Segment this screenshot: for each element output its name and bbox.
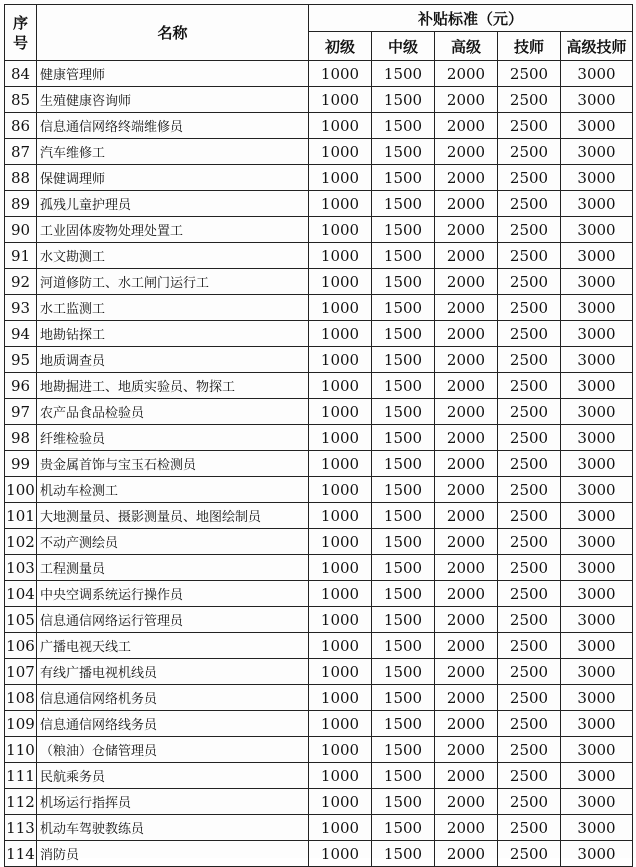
subsidy-amount: 2500 — [498, 451, 561, 477]
row-number: 105 — [5, 607, 37, 633]
subsidy-amount: 1000 — [309, 503, 372, 529]
subsidy-amount: 1500 — [372, 321, 435, 347]
table-row — [5, 633, 633, 659]
subsidy-amount: 2000 — [435, 477, 498, 503]
subsidy-amount: 3000 — [561, 529, 633, 555]
occupation-name: 不动产测绘员 — [37, 529, 309, 555]
table-row — [5, 763, 633, 789]
subsidy-amount: 2500 — [498, 659, 561, 685]
row-number: 111 — [5, 763, 37, 789]
row-number: 99 — [5, 451, 37, 477]
subsidy-amount: 2500 — [498, 841, 561, 867]
table-body — [5, 61, 633, 867]
subsidy-amount: 1000 — [309, 139, 372, 165]
subsidy-amount: 1500 — [372, 581, 435, 607]
subsidy-amount: 2500 — [498, 165, 561, 191]
level-header-senior-technician: 高级技师 — [561, 32, 633, 61]
table-row — [5, 581, 633, 607]
occupation-name: 有线广播电视机线员 — [37, 659, 309, 685]
subsidy-amount: 1500 — [372, 633, 435, 659]
row-number: 104 — [5, 581, 37, 607]
subsidy-amount: 2500 — [498, 217, 561, 243]
subsidy-amount: 2500 — [498, 61, 561, 87]
subsidy-amount: 2500 — [498, 633, 561, 659]
subsidy-amount: 2500 — [498, 347, 561, 373]
subsidy-amount: 1000 — [309, 165, 372, 191]
subsidy-amount: 1000 — [309, 347, 372, 373]
subsidy-amount: 1500 — [372, 243, 435, 269]
subsidy-amount: 3000 — [561, 581, 633, 607]
occupation-name: 河道修防工、水工闸门运行工 — [37, 269, 309, 295]
occupation-name: 保健调理师 — [37, 165, 309, 191]
occupation-name: 民航乘务员 — [37, 763, 309, 789]
table-row — [5, 477, 633, 503]
occupation-name: 地勘钻探工 — [37, 321, 309, 347]
occupation-name: 工业固体废物处理处置工 — [37, 217, 309, 243]
row-number: 88 — [5, 165, 37, 191]
subsidy-amount: 2000 — [435, 789, 498, 815]
subsidy-amount: 3000 — [561, 321, 633, 347]
table-row — [5, 191, 633, 217]
subsidy-amount: 2000 — [435, 321, 498, 347]
subsidy-amount: 1000 — [309, 789, 372, 815]
subsidy-amount: 2000 — [435, 737, 498, 763]
subsidy-table — [4, 4, 633, 867]
subsidy-amount: 2000 — [435, 659, 498, 685]
subsidy-amount: 2500 — [498, 425, 561, 451]
table-row — [5, 61, 633, 87]
subsidy-amount: 1500 — [372, 165, 435, 191]
table-row — [5, 373, 633, 399]
name-header: 名称 — [37, 5, 309, 61]
row-number: 89 — [5, 191, 37, 217]
occupation-name: 汽车维修工 — [37, 139, 309, 165]
subsidy-amount: 1500 — [372, 607, 435, 633]
table-header — [5, 5, 633, 61]
subsidy-amount: 3000 — [561, 243, 633, 269]
subsidy-amount: 3000 — [561, 633, 633, 659]
occupation-name: 水文勘测工 — [37, 243, 309, 269]
table-row — [5, 711, 633, 737]
subsidy-amount: 2500 — [498, 503, 561, 529]
subsidy-amount: 1500 — [372, 139, 435, 165]
subsidy-amount: 1000 — [309, 425, 372, 451]
row-number: 102 — [5, 529, 37, 555]
row-number: 103 — [5, 555, 37, 581]
subsidy-amount: 2500 — [498, 87, 561, 113]
table-row — [5, 269, 633, 295]
occupation-name: 信息通信网络线务员 — [37, 711, 309, 737]
subsidy-amount: 1500 — [372, 763, 435, 789]
subsidy-amount: 1000 — [309, 815, 372, 841]
subsidy-amount: 2500 — [498, 685, 561, 711]
row-number: 93 — [5, 295, 37, 321]
table-row — [5, 165, 633, 191]
row-number: 94 — [5, 321, 37, 347]
occupation-name: 工程测量员 — [37, 555, 309, 581]
subsidy-amount: 2000 — [435, 763, 498, 789]
table-row — [5, 295, 633, 321]
subsidy-amount: 2000 — [435, 191, 498, 217]
subsidy-amount: 1500 — [372, 347, 435, 373]
subsidy-amount: 1500 — [372, 685, 435, 711]
table-row — [5, 347, 633, 373]
subsidy-amount: 2500 — [498, 243, 561, 269]
level-header-senior: 高级 — [435, 32, 498, 61]
subsidy-amount: 3000 — [561, 763, 633, 789]
subsidy-amount: 2500 — [498, 269, 561, 295]
occupation-name: （粮油）仓储管理员 — [37, 737, 309, 763]
row-number: 114 — [5, 841, 37, 867]
subsidy-amount: 1000 — [309, 529, 372, 555]
subsidy-amount: 2500 — [498, 139, 561, 165]
occupation-name: 水工监测工 — [37, 295, 309, 321]
table-row — [5, 139, 633, 165]
subsidy-amount: 1000 — [309, 61, 372, 87]
subsidy-amount: 1500 — [372, 503, 435, 529]
subsidy-amount: 1500 — [372, 269, 435, 295]
subsidy-amount: 1500 — [372, 659, 435, 685]
subsidy-amount: 1500 — [372, 711, 435, 737]
subsidy-amount: 2000 — [435, 113, 498, 139]
row-number: 85 — [5, 87, 37, 113]
subsidy-amount: 3000 — [561, 87, 633, 113]
subsidy-amount: 1000 — [309, 555, 372, 581]
subsidy-amount: 2500 — [498, 477, 561, 503]
occupation-name: 广播电视天线工 — [37, 633, 309, 659]
subsidy-amount: 3000 — [561, 503, 633, 529]
subsidy-amount: 2000 — [435, 347, 498, 373]
subsidy-amount: 2000 — [435, 815, 498, 841]
row-number: 112 — [5, 789, 37, 815]
subsidy-amount: 3000 — [561, 373, 633, 399]
subsidy-amount: 3000 — [561, 711, 633, 737]
subsidy-amount: 2500 — [498, 321, 561, 347]
subsidy-amount: 1500 — [372, 555, 435, 581]
occupation-name: 地勘掘进工、地质实验员、物探工 — [37, 373, 309, 399]
subsidy-amount: 3000 — [561, 685, 633, 711]
table-row — [5, 815, 633, 841]
subsidy-amount: 2000 — [435, 61, 498, 87]
subsidy-amount: 3000 — [561, 659, 633, 685]
subsidy-amount: 2000 — [435, 373, 498, 399]
row-number: 106 — [5, 633, 37, 659]
subsidy-amount: 2000 — [435, 581, 498, 607]
occupation-name: 中央空调系统运行操作员 — [37, 581, 309, 607]
subsidy-amount: 2000 — [435, 243, 498, 269]
subsidy-amount: 3000 — [561, 737, 633, 763]
subsidy-amount: 3000 — [561, 607, 633, 633]
subsidy-amount: 1500 — [372, 529, 435, 555]
subsidy-header: 补贴标准（元） — [309, 5, 633, 32]
subsidy-amount: 2500 — [498, 581, 561, 607]
subsidy-amount: 2000 — [435, 555, 498, 581]
subsidy-amount: 1500 — [372, 841, 435, 867]
subsidy-amount: 3000 — [561, 269, 633, 295]
row-number: 98 — [5, 425, 37, 451]
subsidy-amount: 2000 — [435, 841, 498, 867]
subsidy-amount: 1000 — [309, 399, 372, 425]
subsidy-amount: 1500 — [372, 113, 435, 139]
subsidy-amount: 1500 — [372, 295, 435, 321]
subsidy-amount: 3000 — [561, 789, 633, 815]
occupation-name: 机动车驾驶教练员 — [37, 815, 309, 841]
row-number: 95 — [5, 347, 37, 373]
occupation-name: 大地测量员、摄影测量员、地图绘制员 — [37, 503, 309, 529]
subsidy-amount: 1000 — [309, 659, 372, 685]
row-number: 87 — [5, 139, 37, 165]
subsidy-amount: 1500 — [372, 61, 435, 87]
occupation-name: 孤残儿童护理员 — [37, 191, 309, 217]
subsidy-amount: 2500 — [498, 399, 561, 425]
row-number: 84 — [5, 61, 37, 87]
subsidy-amount: 2500 — [498, 789, 561, 815]
occupation-name: 健康管理师 — [37, 61, 309, 87]
occupation-name: 信息通信网络机务员 — [37, 685, 309, 711]
subsidy-amount: 1500 — [372, 477, 435, 503]
subsidy-amount: 1000 — [309, 113, 372, 139]
table-row — [5, 607, 633, 633]
subsidy-amount: 1000 — [309, 737, 372, 763]
subsidy-amount: 2000 — [435, 269, 498, 295]
table-row — [5, 451, 633, 477]
subsidy-amount: 2000 — [435, 451, 498, 477]
subsidy-amount: 2500 — [498, 295, 561, 321]
seq-header-line1: 序 — [12, 13, 28, 32]
subsidy-amount: 2500 — [498, 555, 561, 581]
subsidy-amount: 1000 — [309, 841, 372, 867]
subsidy-amount: 2500 — [498, 113, 561, 139]
subsidy-amount: 1000 — [309, 711, 372, 737]
subsidy-amount: 1500 — [372, 815, 435, 841]
occupation-name: 信息通信网络终端维修员 — [37, 113, 309, 139]
table-row — [5, 503, 633, 529]
subsidy-amount: 3000 — [561, 347, 633, 373]
subsidy-amount: 2000 — [435, 425, 498, 451]
subsidy-amount: 1500 — [372, 399, 435, 425]
row-number: 90 — [5, 217, 37, 243]
subsidy-amount: 1000 — [309, 295, 372, 321]
subsidy-amount: 1000 — [309, 581, 372, 607]
subsidy-amount: 2000 — [435, 217, 498, 243]
table-row — [5, 685, 633, 711]
subsidy-amount: 2500 — [498, 373, 561, 399]
occupation-name: 机动车检测工 — [37, 477, 309, 503]
subsidy-amount: 1500 — [372, 789, 435, 815]
subsidy-amount: 2500 — [498, 763, 561, 789]
subsidy-amount: 3000 — [561, 555, 633, 581]
table-row — [5, 529, 633, 555]
occupation-name: 纤维检验员 — [37, 425, 309, 451]
subsidy-amount: 1000 — [309, 217, 372, 243]
row-number: 92 — [5, 269, 37, 295]
subsidy-amount: 1000 — [309, 685, 372, 711]
subsidy-amount: 2000 — [435, 139, 498, 165]
subsidy-amount: 1000 — [309, 633, 372, 659]
subsidy-amount: 2000 — [435, 607, 498, 633]
table-row — [5, 841, 633, 867]
subsidy-amount: 3000 — [561, 217, 633, 243]
level-header-intermediate: 中级 — [372, 32, 435, 61]
subsidy-amount: 2500 — [498, 815, 561, 841]
row-number: 113 — [5, 815, 37, 841]
row-number: 101 — [5, 503, 37, 529]
row-number: 110 — [5, 737, 37, 763]
subsidy-amount: 1000 — [309, 191, 372, 217]
table-row — [5, 425, 633, 451]
subsidy-amount: 1500 — [372, 191, 435, 217]
subsidy-amount: 1000 — [309, 607, 372, 633]
subsidy-amount: 2500 — [498, 529, 561, 555]
row-number: 109 — [5, 711, 37, 737]
subsidy-amount: 1000 — [309, 269, 372, 295]
row-number: 107 — [5, 659, 37, 685]
subsidy-amount: 2000 — [435, 165, 498, 191]
row-number: 86 — [5, 113, 37, 139]
subsidy-amount: 3000 — [561, 399, 633, 425]
seq-header — [5, 5, 37, 61]
subsidy-amount: 2000 — [435, 399, 498, 425]
subsidy-amount: 3000 — [561, 451, 633, 477]
subsidy-amount: 2500 — [498, 191, 561, 217]
table-row — [5, 737, 633, 763]
subsidy-amount: 3000 — [561, 425, 633, 451]
subsidy-amount: 3000 — [561, 477, 633, 503]
subsidy-amount: 1500 — [372, 451, 435, 477]
subsidy-amount: 2000 — [435, 685, 498, 711]
row-number: 96 — [5, 373, 37, 399]
table-row — [5, 659, 633, 685]
subsidy-amount: 3000 — [561, 139, 633, 165]
subsidy-amount: 1000 — [309, 87, 372, 113]
subsidy-amount: 1000 — [309, 321, 372, 347]
occupation-name: 生殖健康咨询师 — [37, 87, 309, 113]
subsidy-amount: 1500 — [372, 737, 435, 763]
table-row — [5, 243, 633, 269]
occupation-name: 信息通信网络运行管理员 — [37, 607, 309, 633]
subsidy-amount: 1500 — [372, 425, 435, 451]
table-row — [5, 113, 633, 139]
row-number: 97 — [5, 399, 37, 425]
subsidy-amount: 1000 — [309, 451, 372, 477]
subsidy-amount: 2000 — [435, 711, 498, 737]
subsidy-amount: 3000 — [561, 61, 633, 87]
table-row — [5, 217, 633, 243]
table-row — [5, 87, 633, 113]
subsidy-amount: 1500 — [372, 373, 435, 399]
occupation-name: 机场运行指挥员 — [37, 789, 309, 815]
table-row — [5, 789, 633, 815]
table-row — [5, 555, 633, 581]
occupation-name: 农产品食品检验员 — [37, 399, 309, 425]
subsidy-amount: 2000 — [435, 633, 498, 659]
subsidy-amount: 1000 — [309, 243, 372, 269]
subsidy-amount: 2500 — [498, 607, 561, 633]
subsidy-amount: 3000 — [561, 191, 633, 217]
subsidy-amount: 1500 — [372, 87, 435, 113]
row-number: 91 — [5, 243, 37, 269]
row-number: 108 — [5, 685, 37, 711]
subsidy-amount: 2500 — [498, 737, 561, 763]
level-header-primary: 初级 — [309, 32, 372, 61]
subsidy-amount: 2000 — [435, 87, 498, 113]
row-number: 100 — [5, 477, 37, 503]
level-header-technician: 技师 — [498, 32, 561, 61]
subsidy-amount: 3000 — [561, 815, 633, 841]
subsidy-amount: 1000 — [309, 763, 372, 789]
subsidy-amount: 2500 — [498, 711, 561, 737]
subsidy-amount: 3000 — [561, 295, 633, 321]
seq-header-line2: 号 — [12, 33, 28, 52]
occupation-name: 消防员 — [37, 841, 309, 867]
subsidy-amount: 1500 — [372, 217, 435, 243]
subsidy-amount: 3000 — [561, 113, 633, 139]
subsidy-amount: 2000 — [435, 503, 498, 529]
subsidy-amount: 3000 — [561, 841, 633, 867]
table-row — [5, 399, 633, 425]
subsidy-amount: 2000 — [435, 295, 498, 321]
subsidy-amount: 1000 — [309, 373, 372, 399]
subsidy-amount: 1000 — [309, 477, 372, 503]
subsidy-amount: 3000 — [561, 165, 633, 191]
subsidy-amount: 2000 — [435, 529, 498, 555]
table-row — [5, 321, 633, 347]
occupation-name: 贵金属首饰与宝玉石检测员 — [37, 451, 309, 477]
occupation-name: 地质调查员 — [37, 347, 309, 373]
